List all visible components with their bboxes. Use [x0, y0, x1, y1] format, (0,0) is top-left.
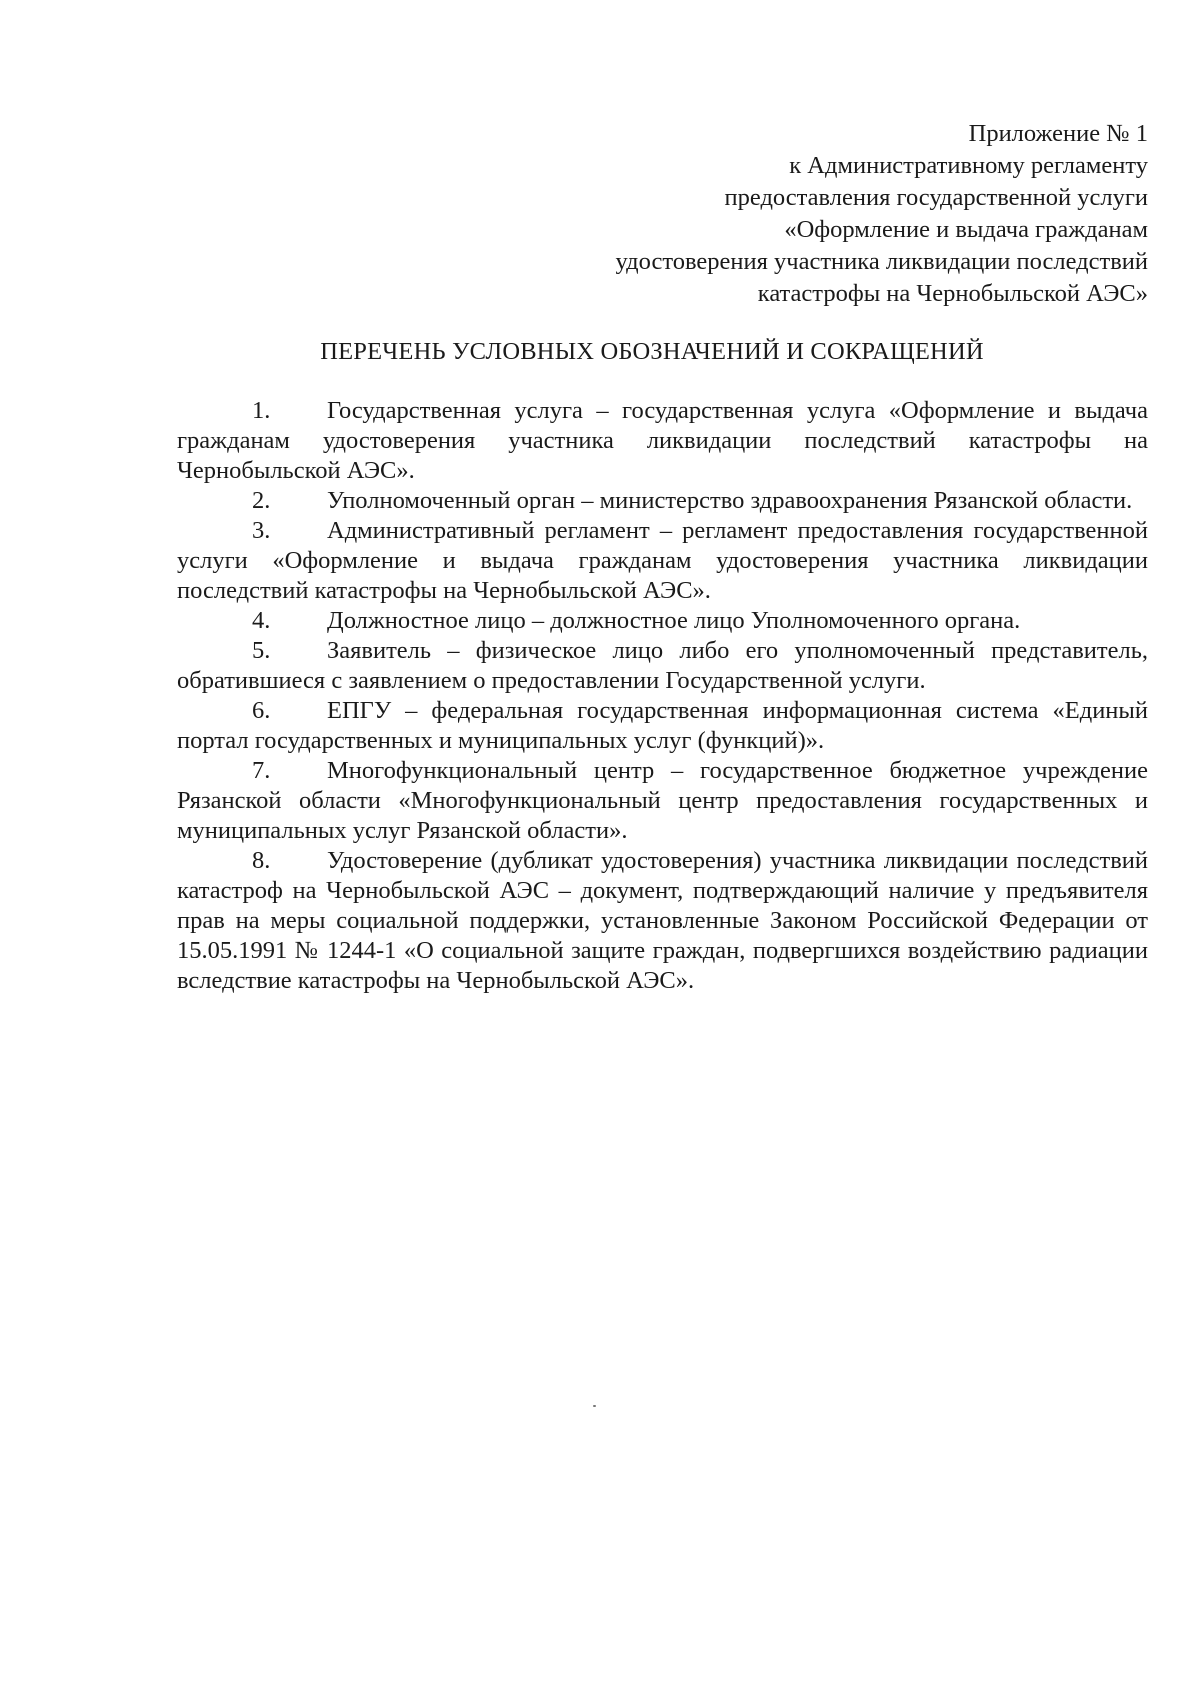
item-text: Уполномоченный орган – министерство здравоохранения Рязанской области. — [327, 487, 1133, 514]
abbreviations-list — [177, 396, 1148, 996]
item-text: Должностное лицо – должностное лицо Уполномоченного органа. — [327, 607, 1021, 634]
item-number: 2. — [252, 487, 271, 514]
list-item — [177, 696, 1148, 756]
item-text: Многофункциональный центр – государственное бюджетное учреждение Рязанской области «Многофункциональный центр предоставления государственных и муниципальных услуг Рязанской области». — [177, 757, 1148, 844]
item-number: 7. — [252, 757, 271, 784]
item-number: 5. — [252, 637, 271, 664]
item-text: Заявитель – физическое лицо либо его уполномоченный представитель, обратившиеся с заявлением о предоставлении Государственной услуги. — [177, 637, 1148, 694]
list-item — [177, 516, 1148, 606]
item-number: 1. — [252, 397, 271, 424]
item-text: Государственная услуга – государственная услуга «Оформление и выдача гражданам удостоверения участника ликвидации последствий катастрофы на Чернобыльской АЭС». — [177, 397, 1148, 484]
list-item — [177, 396, 1148, 486]
list-item — [177, 846, 1148, 996]
list-item — [177, 606, 1148, 636]
item-number: 6. — [252, 697, 271, 724]
annex-header — [508, 118, 1148, 310]
item-text: ЕПГУ – федеральная государственная информационная система «Единый портал государственных и муниципальных услуг (функций)». — [177, 697, 1148, 754]
annex-line: к Административному регламенту — [789, 152, 1148, 179]
item-text: Удостоверение (дубликат удостоверения) участника ликвидации последствий катастроф на Чернобыльской АЭС – документ, подтверждающий наличие у предъявителя прав на меры социальной поддержки, установленные Законом Российской Федерации от 15.05.1991 № 1244-1 «О социальной защите граждан, подвергшихся воздействию радиации вследствие катастрофы на Чернобыльской АЭС». — [177, 847, 1148, 994]
list-item — [177, 756, 1148, 846]
annex-line: предоставления государственной услуги — [724, 184, 1148, 211]
annex-line: «Оформление и выдача гражданам — [784, 216, 1148, 243]
item-text: Административный регламент – регламент предоставления государственной услуги «Оформление и выдача гражданам удостоверения участника ликвидации последствий катастрофы на Чернобыльской АЭС». — [177, 517, 1148, 604]
annex-line: Приложение № 1 — [968, 120, 1148, 147]
document-title: ПЕРЕЧЕНЬ УСЛОВНЫХ ОБОЗНАЧЕНИЙ И СОКРАЩЕНИЙ — [320, 338, 984, 365]
item-number: 4. — [252, 607, 271, 634]
scan-speck — [593, 1405, 596, 1407]
list-item — [177, 636, 1148, 696]
annex-line: катастрофы на Чернобыльской АЭС» — [757, 280, 1148, 307]
item-number: 3. — [252, 517, 271, 544]
list-item — [177, 486, 1148, 516]
item-number: 8. — [252, 847, 271, 874]
annex-line: удостоверения участника ликвидации последствий — [615, 248, 1148, 275]
